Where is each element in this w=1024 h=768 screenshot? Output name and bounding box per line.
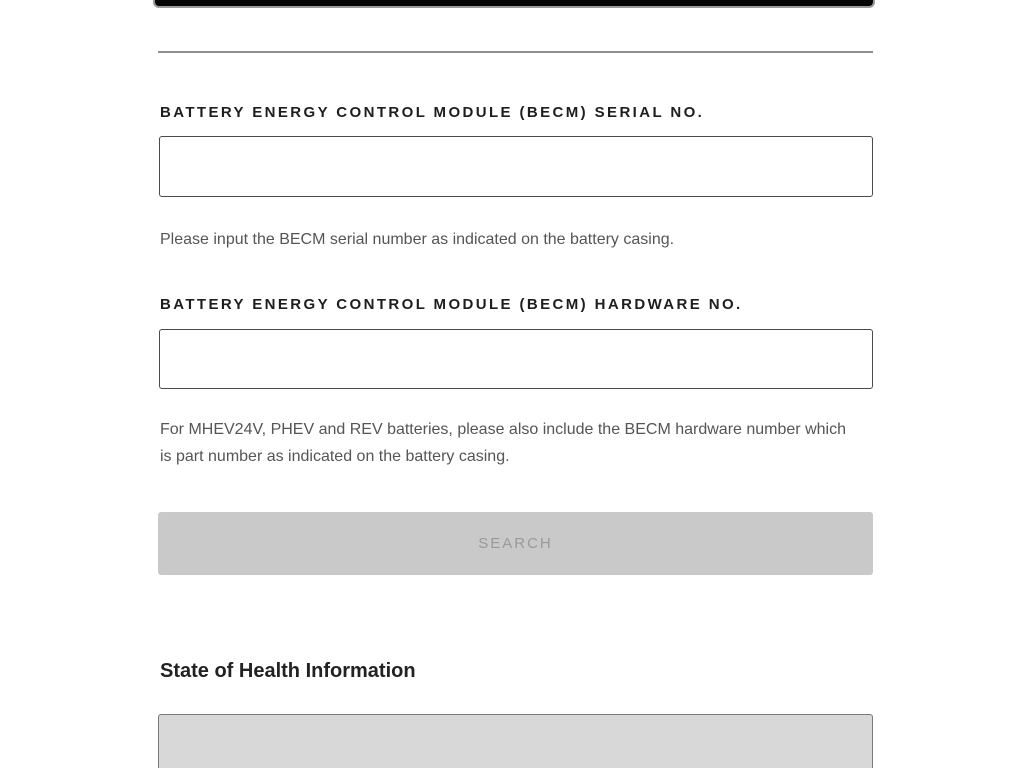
section-divider: [158, 51, 873, 53]
hardware-number-input[interactable]: [159, 329, 873, 389]
serial-number-input[interactable]: [159, 136, 873, 197]
serial-number-label: BATTERY ENERGY CONTROL MODULE (BECM) SERIAL NO.: [160, 104, 705, 121]
hardware-number-help-text: For MHEV24V, PHEV and REV batteries, please also include the BECM hardware number which is part number as indicated on the battery casing.: [160, 421, 846, 465]
hardware-number-label: BATTERY ENERGY CONTROL MODULE (BECM) HARDWARE NO.: [160, 296, 743, 313]
state-of-health-heading: State of Health Information: [160, 660, 416, 682]
top-bar: [153, 0, 875, 8]
state-of-health-panel: [158, 714, 873, 768]
search-button[interactable]: SEARCH: [158, 512, 873, 575]
serial-number-help-text: Please input the BECM serial number as indicated on the battery casing.: [160, 231, 675, 248]
